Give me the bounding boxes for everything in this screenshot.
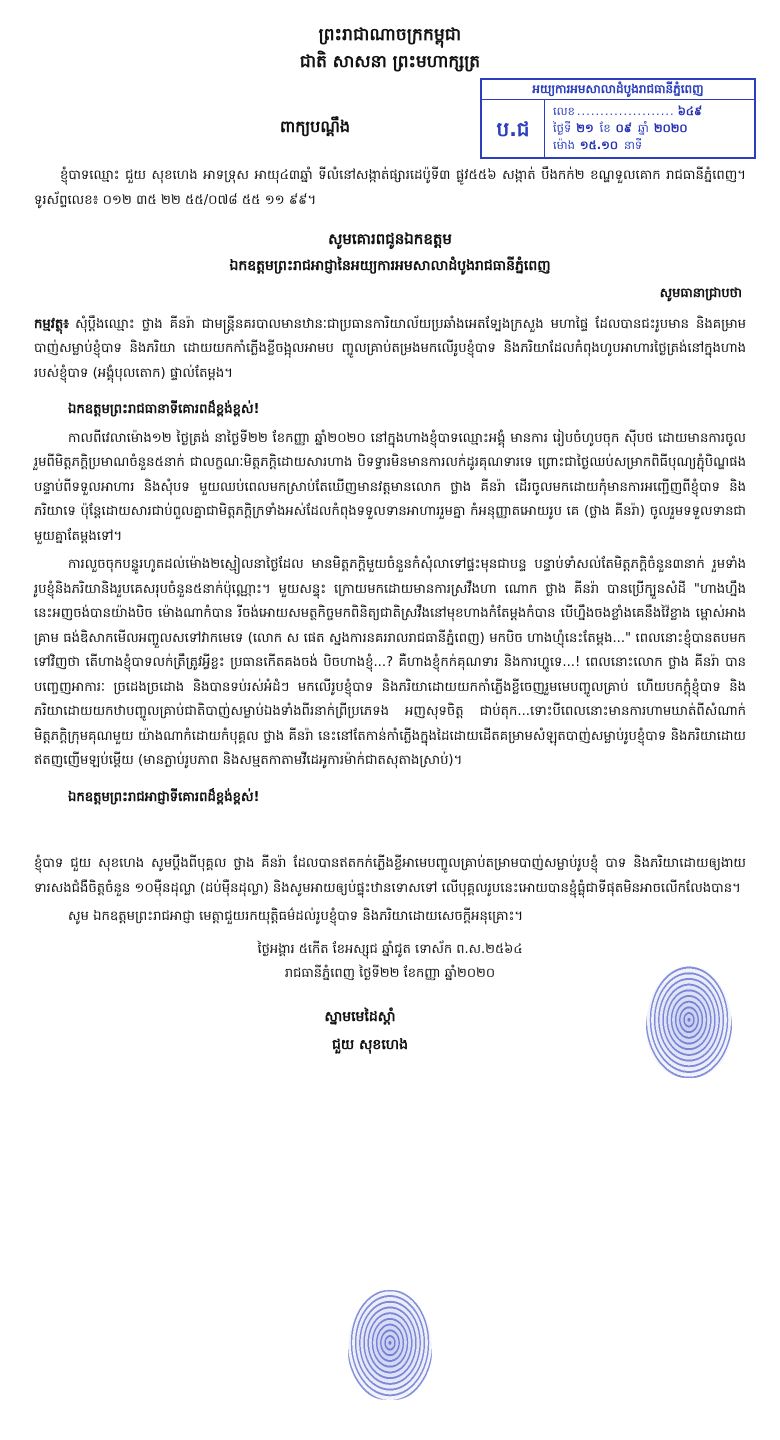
paragraph-1: កាលពីវេលាម៉ោង១២ ថ្ងៃត្រង់ នាថ្ងៃទី២២ ខែកញ្ញា ឆ្នាំ២០២០ នៅក្នុងហាងខ្ញុំបាទឈ្មោះអង្គុំ មានការ រៀបចំហូបចុក ស៊ីបថ ដោយមានការចូលរួមពីមិត្តភក្ដិប្រមាណចំនួន៥នាក់ ជាលក្ខណៈមិត្តភក្ដិដោយសារហាង បិទទ្វារមិនមានការលក់ដូរគុណទារទេ ព្រោះជាថ្ងៃឈប់សម្រាកពិធីបុណ្យភ្ជុំបិណ្ឌផងបន្ទាប់ពីទទួលអាហារ និងសុំបទ មួយឈប់ពេលមកស្រាប់តែឃើញមានវត្តមានលោក ថ្លាង គីនរ៉ា ដើរចូលមកដោយកុំមានការអញ្ជើញពីខ្ញុំបាទ និង ភរិយាទេ ប៉ុន្តែដោយសារជាប់ពួលគ្នាជាមិត្តភក្ដិក្រទាំងអស់ដែលកំពុងទទួលទានអាហាររួមគ្នា កំអនុញ្ញាតអោយរូប គេ (ថ្លាង គីនរ៉ា) ចូលរួមទទួលទានជាមួយគ្នាតែម្ដងទៅ។ [34,430,746,544]
stamp-year-label: ឆ្នាំ [637,121,649,135]
stamp-date-day: ២១ [576,121,594,135]
addressee-line-2: ឯកឧត្ដមព្រះរាជអាជ្ញានៃអយ្យការអមសាលាដំបូងរាជធានីភ្នំពេញ [229,257,551,274]
stamp-number-row [553,103,748,120]
document-body [0,164,780,1058]
stamp-logo: ប.ជ [482,100,545,157]
stamp-number-label: លេខ [553,104,575,118]
fingerprint-stamp-signature [348,1290,432,1400]
salutation-first: ឯកឧត្ដមព្រះរាជធានាទីគោរពដ៏ខ្ពង់ខ្ពស់! [68,402,260,417]
stamp-month-value: ០៩ [615,121,632,135]
khmer-date: ថ្ងៃអង្គារ ៥កើត ខែអស្សុជ ឆ្នាំជូត ទោស័ក ព.ស.២៥៦៤ [257,941,523,957]
doc-type-row [0,82,780,158]
stamp-month-label: ខែ [599,121,611,135]
stamp-time-row [553,137,748,154]
subject-block [34,313,746,387]
closing-paragraph-1: ខ្ញុំបាទ ជួយ សុខហេង សូមប្ដឹងពីបុគ្គល ថ្លាង គីនរ៉ា ដែលបានឥតកក់ភ្លើងខ្លីអាមេបញ្ចូលគ្រាប់តម្រាមបាញ់សម្លាប់រូបខ្ញុំ បាទ និងភរិយាដោយឲ្យងាយទារសងជំងឺចិត្តចំនួន ១០មុឺនដុល្លា (ដប់មុឺនដុល្លា) និងសូមអាយឲ្យប់ផ្ទុះឋានទោសទៅ លើបុគ្គលរូបនេះអោយបានខ្ជុំធ្លុំជាទីផុតមិនអាចលើកលែងបាន។ [34,856,746,896]
stamp-body [482,100,754,157]
signer-name: ជួយ សុខហេង [332,1037,408,1053]
subject-text: សុំប្ដឹងឈ្មោះ ថ្លាង គីនរ៉ា ជាមន្ត្រីនគរបាលមានឋានៈជាប្រធានការិយាល័យប្រឆាំងអេតទ្បែងក្រសួង មហាផ្ទៃ ដែលបានជះរូបមាន និងគម្រាមបាញ់សម្លាប់ខ្ញុំបាទ និងភរិយា ដោយយកកាំភ្លើងខ្លីចង្អុលអាមប ញ្ចូលគ្រាប់តម្រងមកលើរូបខ្ញុំបាទ និងភរិយាដែលកំពុងហូបអាហារថ្ងៃត្រង់នៅក្នុងហាងរបស់ខ្ញុំបាទ (អង្គុំបុលតោក) ផ្ទាល់តែម្ដង។ [34,316,746,381]
respect-note: សូមធានាជ្រាបថា [659,286,742,301]
addressee-line-1: សូមគោរពជូនឯកឧត្ដម [328,230,452,248]
stamp-time-value: ១៥.១០ [579,138,618,152]
complainant-intro: ខ្ញុំបាទឈ្មោះ ជួយ សុខហេង អាទទ្រុស អាយុ៤៣ឆ្នាំ ទីលំនៅសង្កាត់ផ្សារដេប៉ូទី៣ ផ្លូវ៥៥៦ សង្កាត់ បឹងកក់២ ខណ្ឌទួលគោក រាជធានីភ្នំពេញ។ ទូរស័ព្ទលេខ៖ ០១២ ៣៥ ២២ ៥៥/០៧៨ ៥៥ ១១ ៩៩។ [34,168,746,208]
stamp-office-title: អយ្យការអមសាលាដំបូងរាជធានីភ្នំពេញ [482,80,754,100]
stamp-year-value: ២០២០ [653,121,688,135]
place-and-date: រាជធានីភ្នំពេញ ថ្ងៃទី២២ ខែកញ្ញា ឆ្នាំ២០២០ [284,966,496,981]
stamp-number-value: ៦៤៩ [677,104,703,118]
stamp-number-dots: ..................... [576,104,675,118]
subject-label: កម្មវត្ថុ៖ [34,316,70,332]
stamp-time-label: ម៉ោង [553,138,575,152]
paragraph-2: ការលួចចុកបន្ទូរហូតដល់ម៉ោង២ស្មៀលនាថ្ងៃដែល មានមិត្តភក្ដិមួយចំនួនកំសុំលាទៅផ្ទះមុនជាបន្ទ បន្ទាប់ទាំសល់តែមិត្តភក្ដិចំនួន៣នាក់ រួមទាំងរូបខ្ញុំនិងភរិយានិងរួបគេសរុបចំនួន៥នាក់ប៉ុណ្ណោះ។ មួយសន្ទុះ ក្រោយមកដោយមានការស្រវឹងហា ណោក ថ្លាង គីនរ៉ា បានប្រើក្បួនសំដី "ហាងហ្នឹងនេះអញចង់បានយ៉ាងបិច ម៉ោងណាកំបាន រីចង់អោយសមត្ថកិច្ចមកពិនិត្យជាតិស្រវឹងនៅមុខហាងកំតែម្ដងកំបាន បើហ្នឹងចងខ្លាំងគេនឹងវ៉ៃខ្លាង ម្ពោស់អាងគ្រាម ធង់ឌិសាកមើលអញ្ចួលសទៅវាកមេទេ (លោក ស ផេត ស្នងការនគររាលរាជធានីភ្នំពេញ) មកបិច ហាងហ្ញុំនេះតែម្ដង..." ពេលនោះខ្ញុំបានតបមកទៅវិញថា តើហាងខ្ញុំបាទលក់ត្រឹត្រូវអ្វីខ្លះ ប្រធានកើតគងចង់ បិចហាងខ្ញុំ...? គឺហាងខ្ញុំកក់គុណទារ និងការហ្ហូទេ...! ពេលនោះលោក ថ្លាង គីនរ៉ា បានបញ្ចេញអាការៈ ច្រដេងច្រដោង និងបានទប់រស់អំដំៗ មកលើរូបខ្ញុំបាទ និងភរិយាដោយយកកាំភ្លើងខ្លីចេញរួមមេបញ្ចូលគ្រាប់ ហើយបកក្ដុំខ្ញុំបាទ និងភរិយាដោយយកឋាបញ្ចូលគ្រាប់ជាតិបាញ់សម្លាប់ឯងទាំងពីរនាក់ព្រីប្រភេទង អញសុទចិត្ត ជាប់តុក...ទោះបីពេលនោះមានការហាមឃាត់ពីសំណាក់មិត្តភក្ដិក្រុមគុណមួយ យ៉ាងណាកំដោយកំបុគ្គល ថ្លាង គីនរ៉ា នេះនៅតែកាន់កាំភ្លើងក្នុងដៃដោយដើតគម្រាមសំឡុតបាញ់សម្លាប់រូបខ្ញុំបាទ និងភរិយាដោយឥតញញើមឡប់ម្ដើយ (មានភ្លាប់រូបភាព និងសម្មតកាតាមវីដេអូការម៉ាក់ជាតសុតាងស្រាប់)។ [34,557,746,768]
fingerprint-stamp-upper [646,966,732,1078]
closing-block [34,852,746,930]
stamp-date-row [553,120,748,137]
stamp-date-label: ថ្ងៃទី [553,121,572,135]
salutation-second: ឯកឧត្ដមព្រះរាជអាជ្ញាទីគោរពដ៏ខ្ពង់ខ្ពស់! [68,789,260,805]
document-header [0,0,780,76]
kingdom-title: ព្រះរាជាណាចក្រកម្ពុជា [318,25,462,45]
signature-label: ស្នាមមេដៃស្ដាំ [324,1008,396,1025]
office-stamp [480,78,756,159]
closing-paragraph-2: សូម ឯកឧត្ដមព្រះរាជអាជ្ញា មេត្តាជួយរកយុត្តិធម៌ដល់រូបខ្ញុំបាទ និងភរិយាដោយសេចក្ដីអនុគ្រោះ។ [68,909,524,924]
stamp-time-unit: នាទី [623,138,643,152]
document-type-title: ពាក្យបណ្ដឹង [280,117,350,136]
kingdom-motto: ជាតិ សាសនា ព្រះមហាក្សត្រ [299,52,481,72]
stamp-fields [545,100,754,157]
